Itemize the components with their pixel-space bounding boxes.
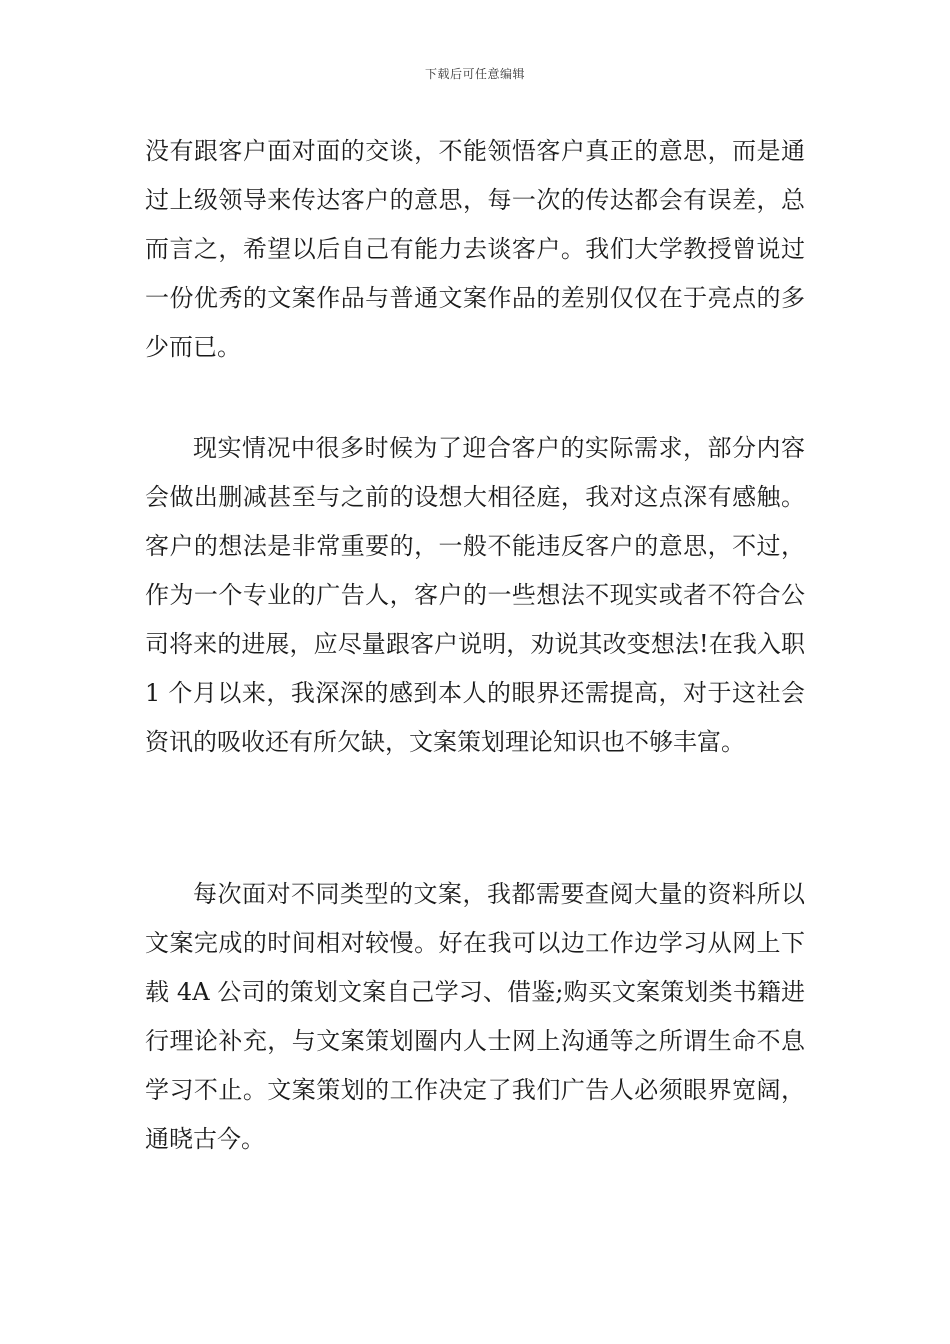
paragraph-2 bbox=[145, 424, 805, 767]
paragraph-text: 现实情况中很多时候为了迎合客户的实际需求，部分内容会做出删减甚至与之前的设想大相径庭，我对这点深有感触。客户的想法是非常重要的，一般不能违反客户的意思，不过，作为一个专业的广告人，客户的一些想法不现实或者不符合公司将来的进展，应尽量跟客户说明，劝说其改变想法!在我入职 1 个月以来，我深深的感到本人的眼界还需提高，对于这社会资讯的吸收还有所欠缺，文案策划理论知识也不够丰富。 bbox=[145, 434, 805, 756]
paragraph-text: 没有跟客户面对面的交谈，不能领悟客户真正的意思，而是通过上级领导来传达客户的意思，每一次的传达都会有误差，总而言之，希望以后自己有能力去谈客户。我们大学教授曾说过一份优秀的文案作品与普通文案作品的差别仅仅在于亮点的多少而已。 bbox=[145, 137, 805, 361]
paragraph-1 bbox=[145, 127, 805, 372]
page-header: 下载后可任意编辑 bbox=[424, 67, 525, 81]
paragraph-3 bbox=[145, 870, 805, 1164]
paragraph-text: 每次面对不同类型的文案，我都需要查阅大量的资料所以文案完成的时间相对较慢。好在我可以边工作边学习从网上下载 4A 公司的策划文案自己学习、借鉴;购买文案策划类书籍进行理论补充，与文案策划圈内人士网上沟通等之所谓生命不息学习不止。文案策划的工作决定了我们广告人必须眼界宽阔，通晓古今。 bbox=[145, 880, 805, 1153]
